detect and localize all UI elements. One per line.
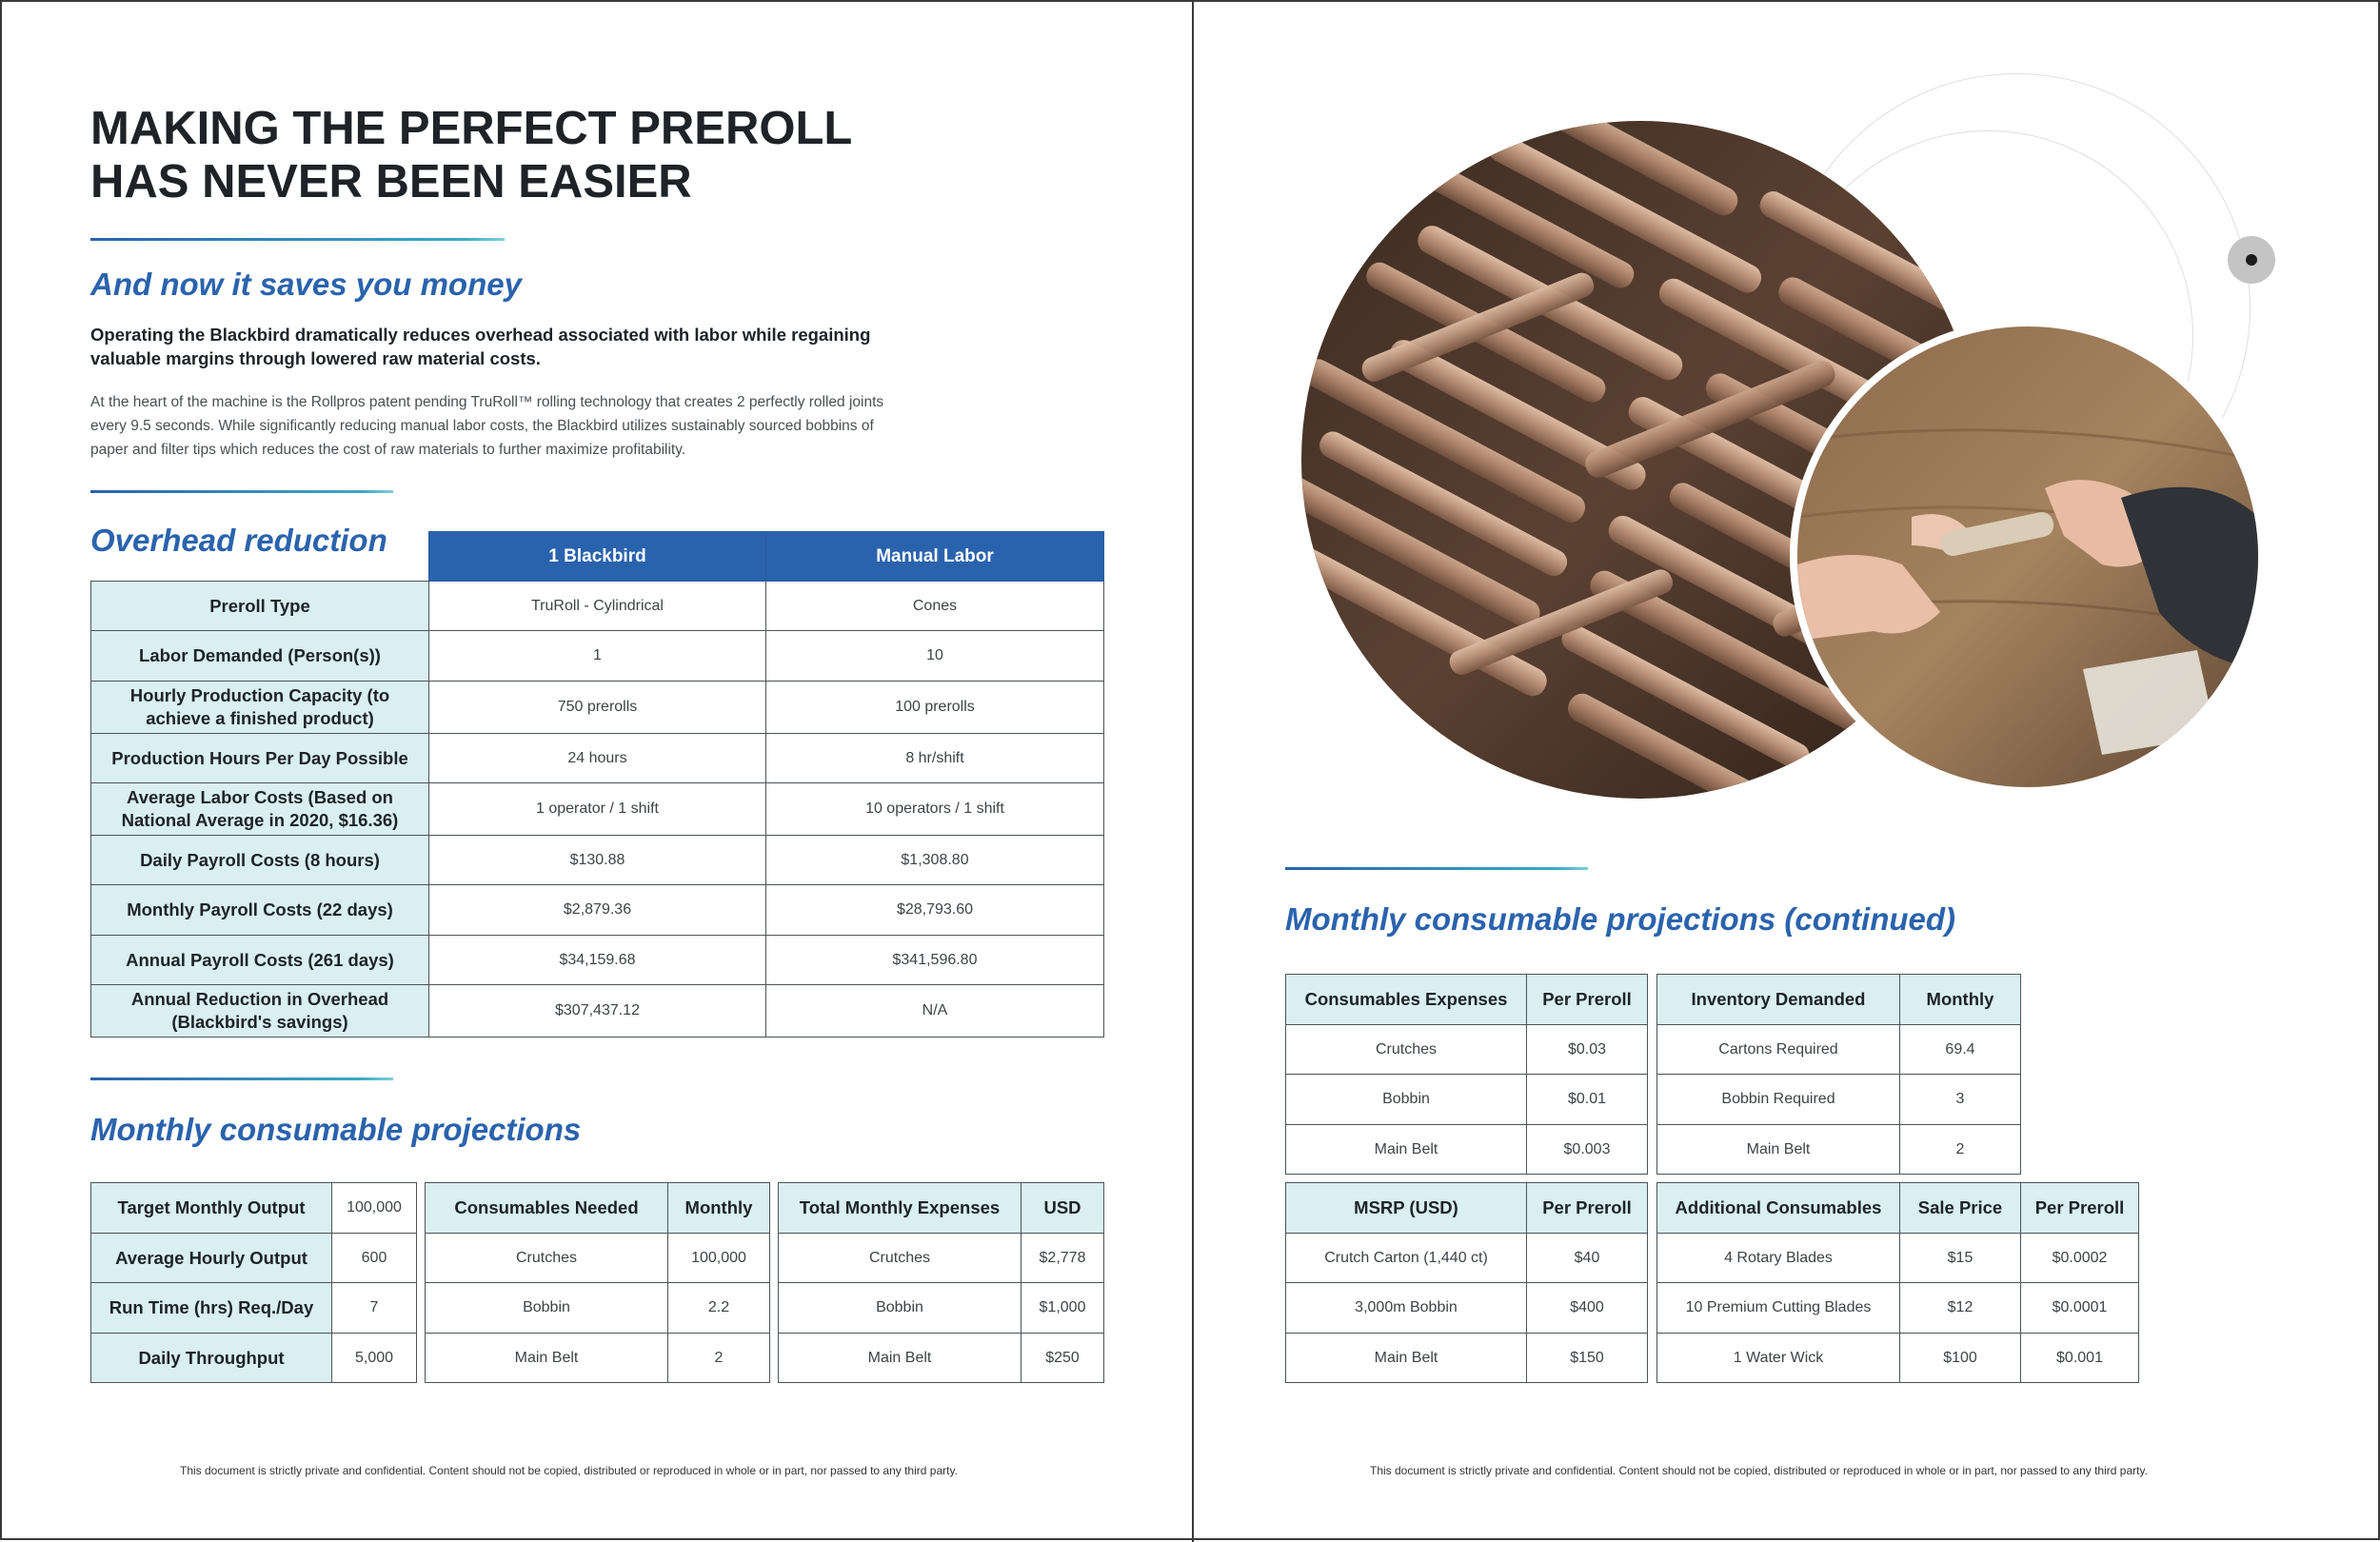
monthly-title: Monthly consumable projections: [90, 1112, 582, 1147]
cell-value: $1,308.80: [766, 836, 1104, 885]
table-row: [91, 783, 1104, 836]
table-row: [91, 836, 1104, 885]
table-row: [1657, 1025, 2021, 1075]
table-header-row: [1657, 1183, 2139, 1234]
cell-value: 4 Rotary Blades: [1657, 1234, 1900, 1283]
table-header-row: [91, 532, 1104, 582]
overhead-table: [90, 531, 1104, 1038]
title-line-1: MAKING THE PERFECT PREROLL: [90, 103, 853, 154]
row-label: Daily Payroll Costs (8 hours): [91, 836, 429, 885]
table-row: [1286, 1125, 1648, 1175]
cell-value: $0.03: [1527, 1025, 1648, 1075]
body-paragraph: At the heart of the machine is the Rollpros patent pending TruRoll™ rolling technology that creates 2 perfectly rolled joints every 9.5 seconds. While significantly reducing manual labor costs, the Blackbird utilizes sustainably sourced bobbins of paper and filter tips which reduces the cost of raw materials to further maximize profitability.: [90, 394, 884, 458]
row-label: Monthly Payroll Costs (22 days): [91, 885, 429, 936]
continued-title: Monthly consumable projections (continued): [1285, 901, 1956, 937]
column-header: MSRP (USD): [1286, 1183, 1527, 1234]
page-divider: [1192, 2, 1194, 1542]
total-expenses-table: [778, 1182, 1104, 1383]
table-header-row: [1657, 975, 2021, 1025]
overhead-title: Overhead reduction: [90, 523, 387, 558]
table-row: [91, 1234, 417, 1283]
cell-value: $12: [1900, 1283, 2021, 1334]
accent-rule: [90, 1077, 393, 1080]
table-row: [426, 1234, 770, 1283]
table-row: [1657, 1283, 2139, 1334]
cell-value: $2,778: [1021, 1234, 1104, 1283]
cell-value: 10 operators / 1 shift: [766, 783, 1104, 836]
table-header-row: [426, 1183, 770, 1234]
row-label: Run Time (hrs) Req./Day: [91, 1283, 332, 1334]
table-row: [779, 1234, 1104, 1283]
cell-value: $1,000: [1021, 1283, 1104, 1334]
column-header: 1 Blackbird: [429, 532, 766, 582]
column-header: Monthly: [668, 1183, 770, 1234]
cell-value: $341,596.80: [766, 936, 1104, 985]
cell-value: 100 prerolls: [766, 682, 1104, 734]
hands-rolling-photo: [1790, 319, 2266, 795]
cell-value: $250: [1021, 1334, 1104, 1383]
cell-value: $34,159.68: [429, 936, 766, 985]
decorative-dot: [2228, 236, 2275, 284]
cell-value: Bobbin: [1286, 1075, 1527, 1125]
cell-value: Cartons Required: [1657, 1025, 1900, 1075]
cell-value: $0.01: [1527, 1075, 1648, 1125]
row-label: Labor Demanded (Person(s)): [91, 631, 429, 682]
cell-value: 8 hr/shift: [766, 734, 1104, 783]
row-label: Production Hours Per Day Possible: [91, 734, 429, 783]
hands-illustration: [1797, 326, 2258, 787]
cell-value: $0.0002: [2021, 1234, 2139, 1283]
cell-value: Cones: [766, 582, 1104, 631]
cell-value: Crutch Carton (1,440 ct): [1286, 1234, 1527, 1283]
lead-paragraph: Operating the Blackbird dramatically reduces overhead associated with labor while regaining valuable margins through lowered raw material costs.: [90, 325, 871, 368]
cell-value: 600: [332, 1234, 417, 1283]
cell-value: Bobbin: [779, 1283, 1021, 1334]
cell-value: 5,000: [332, 1334, 417, 1383]
table-row: [1657, 1125, 2021, 1175]
cell-value: $130.88: [429, 836, 766, 885]
cell-value: Bobbin Required: [1657, 1075, 1900, 1125]
table-row: [91, 734, 1104, 783]
cell-value: 2: [668, 1334, 770, 1383]
cell-value: 10: [766, 631, 1104, 682]
table-row: [91, 1183, 417, 1234]
accent-rule: [1285, 867, 1588, 870]
table-row: [779, 1334, 1104, 1383]
row-label: Average Hourly Output: [91, 1234, 332, 1283]
cell-value: 100,000: [332, 1183, 417, 1234]
column-header: Consumables Expenses: [1286, 975, 1527, 1025]
cell-value: 7: [332, 1283, 417, 1334]
cell-value: Crutches: [426, 1234, 668, 1283]
cell-value: Crutches: [779, 1234, 1021, 1283]
cell-value: $2,879.36: [429, 885, 766, 936]
output-table: [90, 1182, 417, 1383]
cell-value: 69.4: [1900, 1025, 2021, 1075]
cell-value: 10 Premium Cutting Blades: [1657, 1283, 1900, 1334]
table-row: [91, 1334, 417, 1383]
left-footer: This document is strictly private and confidential. Content should not be copied, distributed or reproduced in whole or in part, nor passed to any third party.: [180, 1464, 958, 1477]
cell-value: Main Belt: [1286, 1125, 1527, 1175]
table-row: [91, 631, 1104, 682]
row-label: Daily Throughput: [91, 1334, 332, 1383]
column-header: Additional Consumables: [1657, 1183, 1900, 1234]
table-row: [1657, 1234, 2139, 1283]
msrp-table: [1285, 1182, 1648, 1383]
cell-value: 1: [429, 631, 766, 682]
column-header: USD: [1021, 1183, 1104, 1234]
cell-value: $40: [1527, 1234, 1648, 1283]
column-header: Manual Labor: [766, 532, 1104, 582]
table-row: [91, 682, 1104, 734]
cell-value: Main Belt: [1286, 1334, 1527, 1383]
table-row: [1286, 1025, 1648, 1075]
table-row: [426, 1283, 770, 1334]
cell-value: $400: [1527, 1283, 1648, 1334]
table-row: [91, 936, 1104, 985]
cell-value: $28,793.60: [766, 885, 1104, 936]
column-header: Per Preroll: [1527, 1183, 1648, 1234]
row-label: Annual Payroll Costs (261 days): [91, 936, 429, 985]
cell-value: $0.001: [2021, 1334, 2139, 1383]
cell-value: 3,000m Bobbin: [1286, 1283, 1527, 1334]
table-header-row: [779, 1183, 1104, 1234]
cell-value: $0.003: [1527, 1125, 1648, 1175]
table-row: [91, 1283, 417, 1334]
cell-value: $150: [1527, 1334, 1648, 1383]
cell-value: Main Belt: [779, 1334, 1021, 1383]
table-row: [91, 582, 1104, 631]
table-row: [1286, 1234, 1648, 1283]
cell-value: 24 hours: [429, 734, 766, 783]
column-header: Total Monthly Expenses: [779, 1183, 1021, 1234]
column-header: Consumables Needed: [426, 1183, 668, 1234]
table-row: [1286, 1075, 1648, 1125]
cell-value: Crutches: [1286, 1025, 1527, 1075]
table-row: [1657, 1334, 2139, 1383]
table-header-row: [1286, 1183, 1648, 1234]
empty-cell: [91, 532, 429, 582]
cell-value: 1 operator / 1 shift: [429, 783, 766, 836]
row-label: Preroll Type: [91, 582, 429, 631]
row-label: Annual Reduction in Overhead (Blackbird's savings): [91, 985, 429, 1038]
cell-value: 2.2: [668, 1283, 770, 1334]
table-row: [1286, 1283, 1648, 1334]
cell-value: 3: [1900, 1075, 2021, 1125]
cell-value: $15: [1900, 1234, 2021, 1283]
cell-value: $307,437.12: [429, 985, 766, 1038]
right-footer: This document is strictly private and confidential. Content should not be copied, distributed or reproduced in whole or in part, nor passed to any third party.: [1370, 1464, 2148, 1477]
cell-value: 100,000: [668, 1234, 770, 1283]
table-row: [426, 1334, 770, 1383]
column-header: Sale Price: [1900, 1183, 2021, 1234]
row-label: Target Monthly Output: [91, 1183, 332, 1234]
consumables-expenses-table: [1285, 974, 1648, 1175]
accent-rule: [90, 490, 393, 493]
column-header: Inventory Demanded: [1657, 975, 1900, 1025]
cell-value: 2: [1900, 1125, 2021, 1175]
table-row: [779, 1283, 1104, 1334]
cell-value: TruRoll - Cylindrical: [429, 582, 766, 631]
accent-rule: [90, 238, 505, 241]
table-header-row: [1286, 975, 1648, 1025]
cell-value: 750 prerolls: [429, 682, 766, 734]
cell-value: N/A: [766, 985, 1104, 1038]
row-label: Hourly Production Capacity (to achieve a finished product): [91, 682, 429, 734]
consumables-needed-table: [425, 1182, 770, 1383]
column-header: Per Preroll: [2021, 1183, 2139, 1234]
additional-consumables-table: [1656, 1182, 2139, 1383]
table-row: [91, 885, 1104, 936]
table-row: [91, 985, 1104, 1038]
column-header: Per Preroll: [1527, 975, 1648, 1025]
cell-value: $0.0001: [2021, 1283, 2139, 1334]
table-row: [1657, 1075, 2021, 1125]
inventory-table: [1656, 974, 2021, 1175]
subtitle: And now it saves you money: [90, 267, 522, 302]
cell-value: Main Belt: [1657, 1125, 1900, 1175]
cell-value: 1 Water Wick: [1657, 1334, 1900, 1383]
cell-value: Main Belt: [426, 1334, 668, 1383]
cell-value: Bobbin: [426, 1283, 668, 1334]
title-line-2: HAS NEVER BEEN EASIER: [90, 156, 692, 208]
page-title: [90, 102, 947, 208]
cell-value: $100: [1900, 1334, 2021, 1383]
column-header: Monthly: [1900, 975, 2021, 1025]
table-row: [1286, 1334, 1648, 1383]
row-label: Average Labor Costs (Based on National Average in 2020, $16.36): [91, 783, 429, 836]
